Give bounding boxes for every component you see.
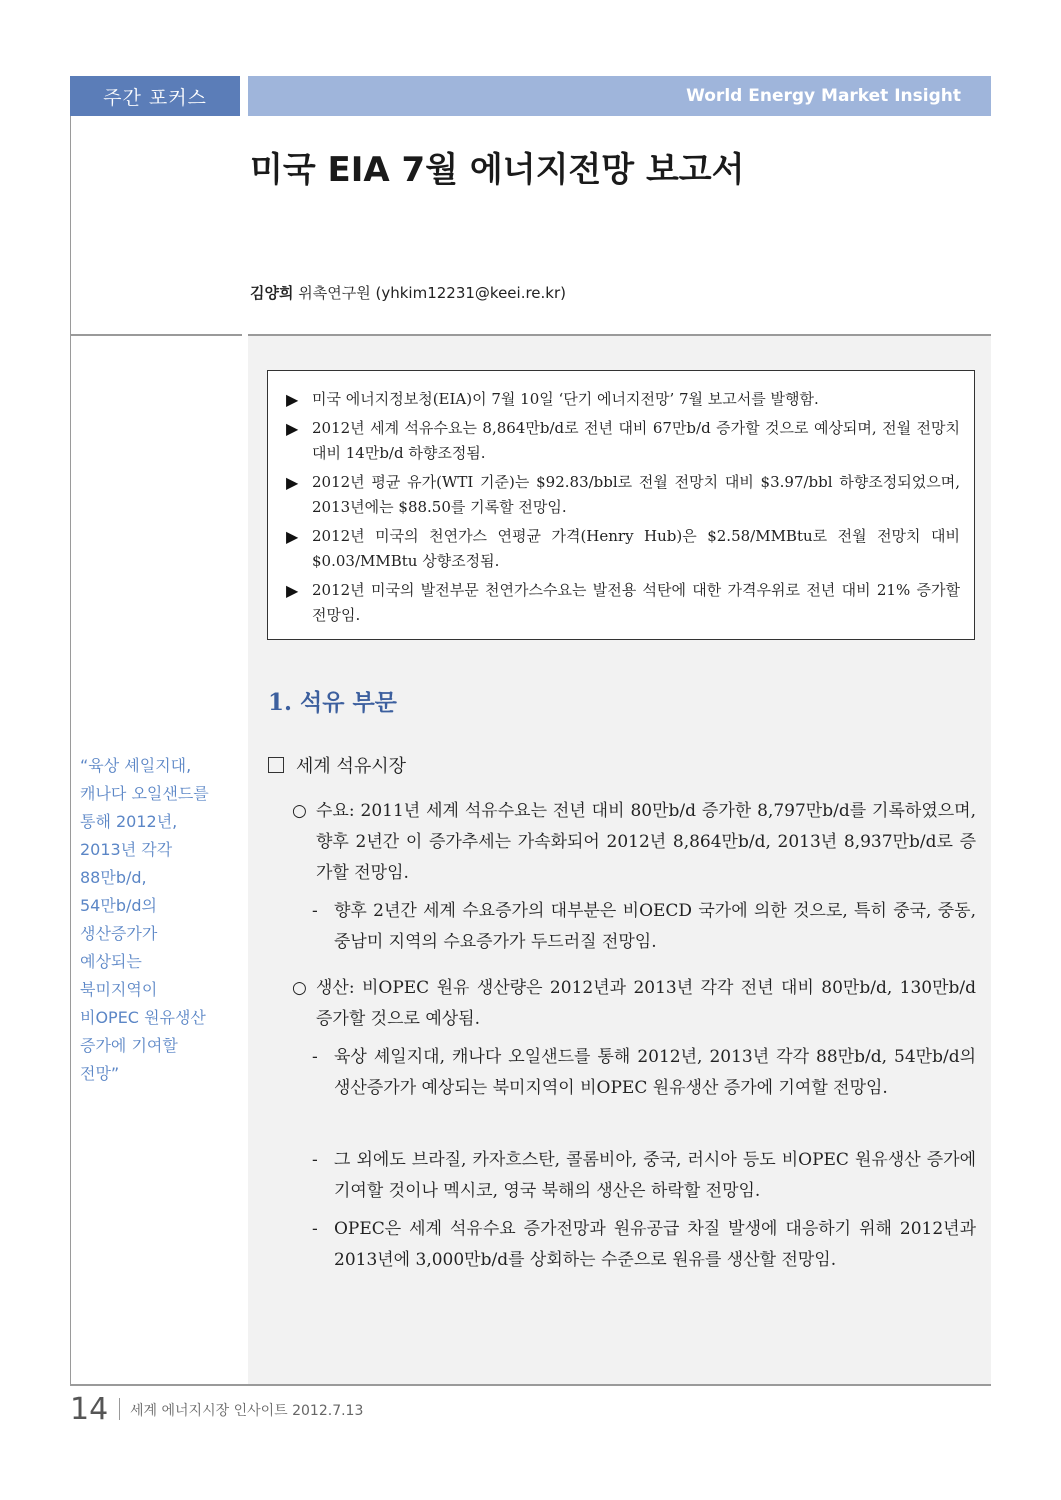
summary-item: ▶ 미국 에너지정보청(EIA)이 7월 10일 ‘단기 에너지전망’ 7월 보고서를 발행함. [286,387,960,412]
triangle-right-icon: ▶ [286,390,299,409]
author-role: 위촉연구원 [298,284,371,302]
footer-publication: 세계 에너지시장 인사이트 2012.7.13 [130,1403,364,1419]
list-subitem: - 육상 셰일지대, 캐나다 오일샌드를 통해 2012년, 2013년 각각 88만b/d, 54만b/d의 생산증가가 예상되는 북미지역이 비OPEC 원유생산 증가에 기여할 전망임. [312,1042,976,1104]
summary-item: ▶ 2012년 미국의 발전부문 천연가스수요는 발전용 석탄에 대한 가격우위로 전년 대비 21% 증가할 전망임. [286,578,960,628]
list-subitem: - OPEC은 세계 석유수요 증가전망과 원유공급 차질 발생에 대응하기 위해 2012년과 2013년에 3,000만b/d를 상회하는 수준으로 원유를 생산할 전망임. [312,1214,976,1276]
author-email: (yhkim12231@keei.re.kr) [375,284,567,302]
triangle-right-icon: ▶ [286,527,299,546]
divider [70,334,242,336]
triangle-right-icon: ▶ [286,581,299,600]
page-title: 미국 EIA 7월 에너지전망 보고서 [250,150,745,190]
page-number: 14 [70,1392,109,1427]
summary-item: ▶ 2012년 세계 석유수요는 8,864만b/d로 전년 대비 67만b/d 증가할 것으로 예상되며, 전월 전망치 대비 14만b/d 하향조정됨. [286,416,960,466]
pull-quote-line: 비OPEC 원유생산 [80,1008,206,1027]
summary-item: ▶ 2012년 평균 유가(WTI 기준)는 $92.83/bbl로 전월 전망치 대비 $3.97/bbl 하향조정되었으며, 2013년에는 $88.50를 기록할 전망임. [286,470,960,520]
pull-quote-line: 생산증가가 [80,924,158,943]
pull-quote-line: 88만b/d, [80,868,147,887]
square-outline-icon [268,757,284,773]
pull-quote [80,752,240,1088]
list-subitem: - 향후 2년간 세계 수요증가의 대부분은 비OECD 국가에 의한 것으로, 특히 중국, 중동, 중남미 지역의 수요증가가 두드러질 전망임. [312,896,976,958]
pull-quote-line: 북미지역이 [80,980,158,999]
list-item-demand: ○ 수요: 2011년 세계 석유수요는 전년 대비 80만b/d 증가한 8,797만b/d를 기록하였으며, 향후 2년간 이 증가추세는 가속화되어 2012년 8,864만b/d, 2013년 8,937만b/d로 증가할 전망임. [292,796,976,889]
circle-outline-icon: ○ [292,978,307,998]
pull-quote-line: 증가에 기여할 [80,1036,178,1055]
pull-quote-line: 예상되는 [80,952,142,971]
left-column-divider [70,116,71,1386]
summary-item: ▶ 2012년 미국의 천연가스 연평균 가격(Henry Hub)은 $2.58/MMBtu로 전월 전망치 대비 $0.03/MMBtu 상향조정됨. [286,524,960,574]
author-line [250,282,566,303]
footer-separator [119,1398,120,1420]
divider [70,1384,991,1386]
header-banner: World Energy Market Insight [248,76,991,116]
pull-quote-line: 54만b/d의 [80,896,157,915]
section-tab: 주간 포커스 [70,76,240,116]
author-name: 김양희 [250,284,294,302]
list-item-supply: ○ 생산: 비OPEC 원유 생산량은 2012년과 2013년 각각 전년 대비 80만b/d, 130만b/d 증가할 것으로 예상됨. [292,973,976,1035]
pull-quote-line: “육상 셰일지대, [80,756,192,775]
pull-quote-line: 통해 2012년, [80,812,178,831]
dash-icon: - [312,1047,318,1067]
summary-box [267,370,975,640]
list-subitem: - 그 외에도 브라질, 카자흐스탄, 콜롬비아, 중국, 러시아 등도 비OPEC 원유생산 증가에 기여할 것이나 멕시코, 영국 북해의 생산은 하락할 전망임. [312,1145,976,1207]
dash-icon: - [312,1150,318,1170]
triangle-right-icon: ▶ [286,473,299,492]
section-heading: 1. 석유 부문 [268,689,397,716]
triangle-right-icon: ▶ [286,419,299,438]
dash-icon: - [312,1219,318,1239]
pull-quote-line: 캐나다 오일샌드를 [80,784,209,803]
dash-icon: - [312,901,318,921]
pull-quote-line: 전망” [80,1064,120,1083]
subsection-heading: 세계 석유시장 [268,752,406,778]
pull-quote-line: 2013년 각각 [80,840,173,859]
circle-outline-icon: ○ [292,801,307,821]
